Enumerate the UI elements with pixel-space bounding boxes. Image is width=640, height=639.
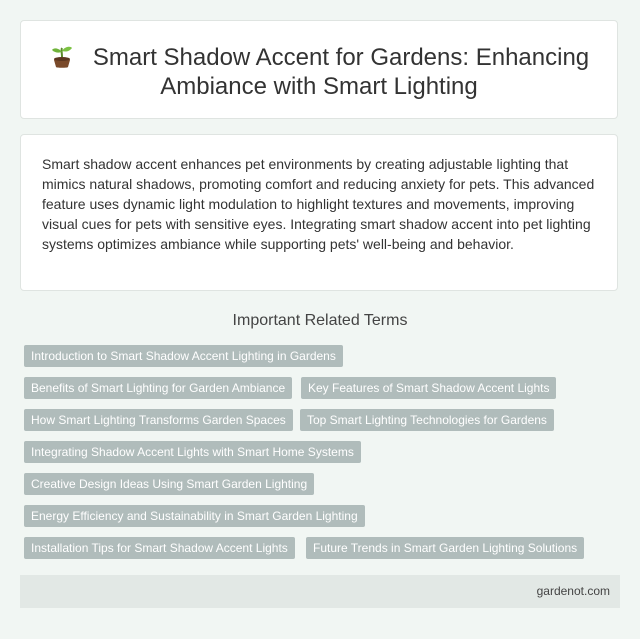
description-text: Smart shadow accent enhances pet environments by creating adjustable lighting that mimics natural shadows, promoting comfort and reducing anxiety for pets. This advanced feature uses dynamic light modulation to highlight textures and movements, improving visual cues for pets with sensitive eyes. Integrating smart shadow accent into pet lighting systems optimizes ambiance while supporting pets' well-being and behavior. (42, 156, 595, 252)
footer (20, 575, 620, 608)
related-term-tag[interactable]: Top Smart Lighting Technologies for Gardens (300, 409, 554, 431)
page-title (21, 43, 617, 101)
title-card (20, 20, 618, 119)
footer-site-link[interactable]: gardenot.com (536, 584, 610, 598)
related-term-tag[interactable]: Installation Tips for Smart Shadow Accent Lights (24, 537, 295, 559)
related-term-tag[interactable]: Benefits of Smart Lighting for Garden Ambiance (24, 377, 292, 399)
related-term-tag[interactable]: Introduction to Smart Shadow Accent Lighting in Gardens (24, 345, 343, 367)
related-terms-heading: Important Related Terms (232, 312, 408, 329)
related-term-tag[interactable]: Integrating Shadow Accent Lights with Smart Home Systems (24, 441, 361, 463)
related-term-tag[interactable]: Creative Design Ideas Using Smart Garden Lighting (24, 473, 314, 495)
sprout-icon (49, 43, 75, 69)
related-term-tag[interactable]: Key Features of Smart Shadow Accent Lights (301, 377, 556, 399)
related-term-tag[interactable]: Energy Efficiency and Sustainability in Smart Garden Lighting (24, 505, 365, 527)
page-title-text: Smart Shadow Accent for Gardens: Enhancing Ambiance with Smart Lighting (92, 44, 590, 100)
related-term-tag[interactable]: Future Trends in Smart Garden Lighting Solutions (306, 537, 584, 559)
description-card (20, 134, 618, 291)
related-term-tag[interactable]: How Smart Lighting Transforms Garden Spaces (24, 409, 293, 431)
